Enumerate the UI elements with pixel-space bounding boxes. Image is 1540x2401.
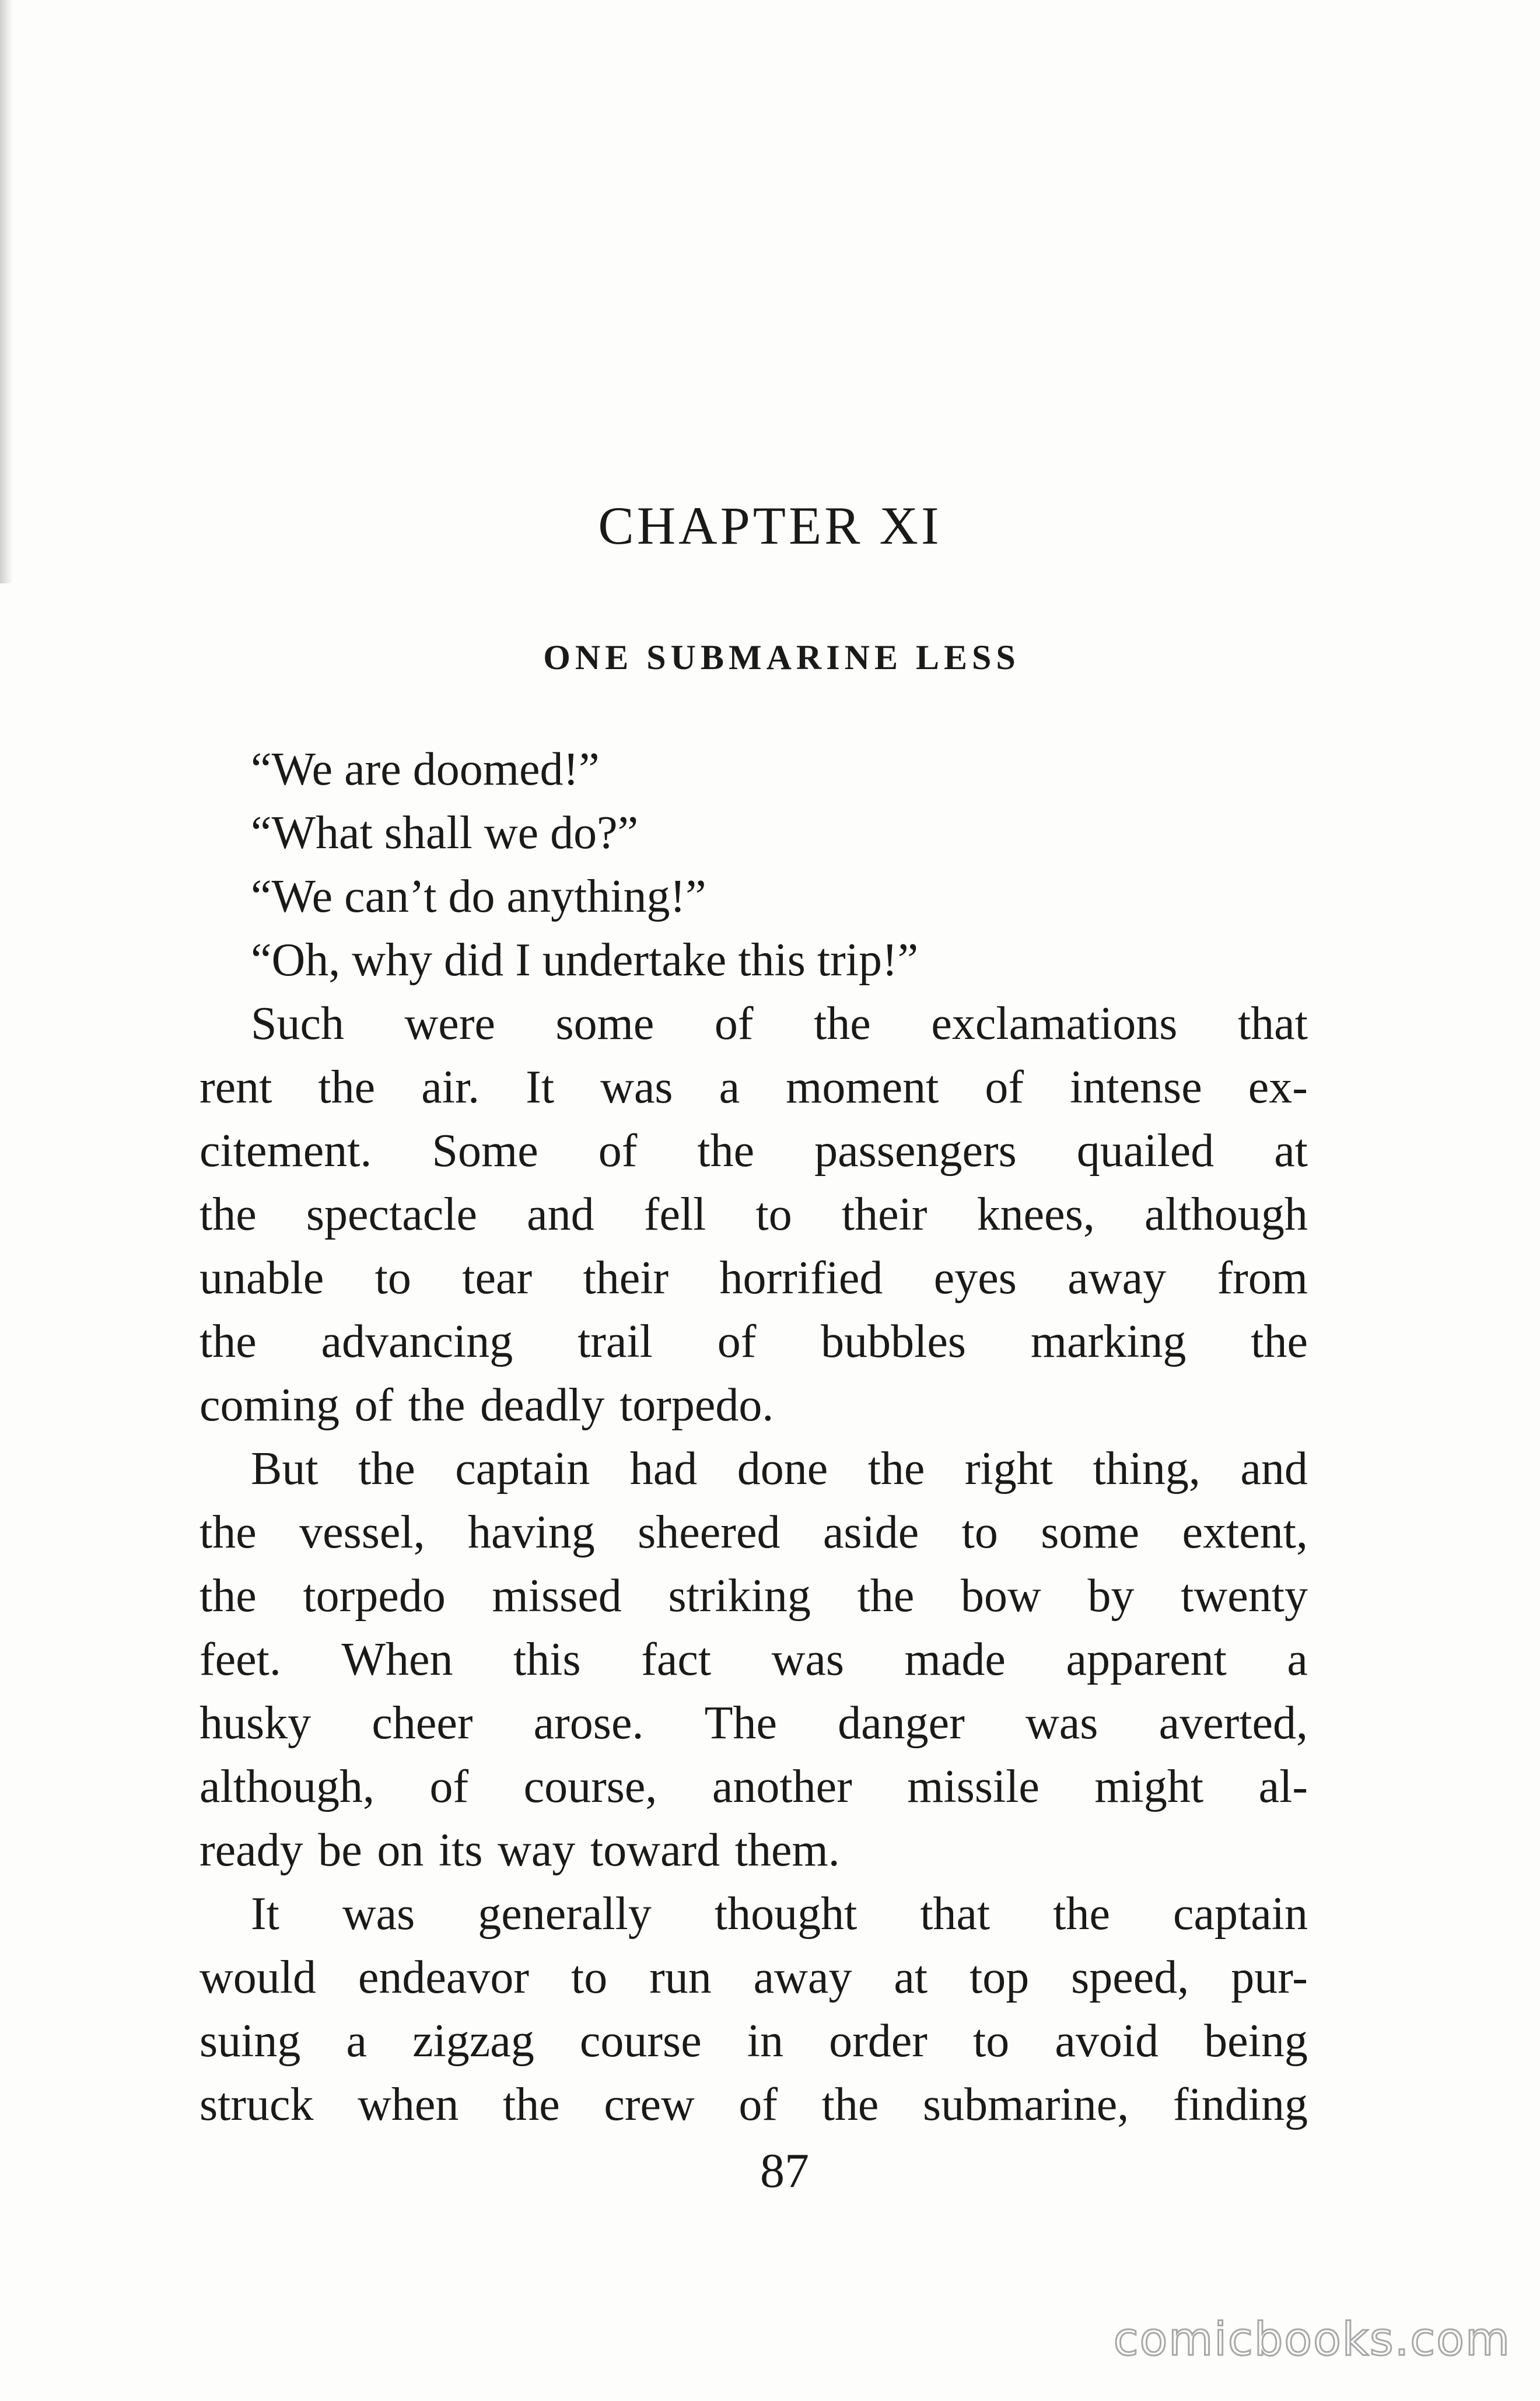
dialogue-line: “We can’t do anything!” — [251, 871, 706, 922]
paragraph-line: the spectacle and fell to their knees, although — [200, 1189, 1308, 1240]
paragraph-line: the advancing trail of bubbles marking the — [200, 1316, 1308, 1367]
dialogue-line: “Oh, why did I undertake this trip!” — [251, 935, 919, 986]
paragraph-line: citement. Some of the passengers quailed at — [200, 1125, 1308, 1177]
paragraph-line: husky cheer arose. The danger was averted, — [200, 1698, 1308, 1749]
paragraph-line: But the captain had done the right thing, and — [251, 1443, 1308, 1494]
paragraph-line: struck when the crew of the submarine, finding — [200, 2079, 1308, 2130]
paragraph-line: suing a zigzag course in order to avoid being — [200, 2015, 1308, 2067]
page-number: 87 — [760, 2144, 809, 2198]
paragraph-line: the vessel, having sheered aside to some extent, — [200, 1507, 1308, 1558]
paragraph-line: coming of the deadly torpedo. — [200, 1380, 774, 1431]
paragraph-line: although, of course, another missile might al- — [200, 1761, 1308, 1812]
dialogue-line: “What shall we do?” — [251, 807, 639, 859]
chapter-subtitle: ONE SUBMARINE LESS — [543, 638, 1020, 677]
page-edge-shadow — [0, 0, 13, 583]
chapter-heading: CHAPTER XI — [598, 496, 942, 555]
paragraph-line: feet. When this fact was made apparent a — [200, 1634, 1308, 1685]
paragraph-line: ready be on its way toward them. — [200, 1825, 840, 1876]
paragraph-line: the torpedo missed striking the bow by twenty — [200, 1570, 1308, 1622]
paragraph-line: rent the air. It was a moment of intense ex- — [200, 1062, 1308, 1113]
paragraph-line: It was generally thought that the captain — [251, 1888, 1308, 1940]
watermark-logo: comicbooks.com — [1113, 2314, 1511, 2366]
paragraph-line: Such were some of the exclamations that — [251, 998, 1308, 1049]
paragraph-line: would endeavor to run away at top speed, pur- — [200, 1952, 1308, 2003]
body-text — [200, 738, 1308, 2137]
dialogue-line: “We are doomed!” — [251, 744, 600, 795]
paragraph-line: unable to tear their horrified eyes away from — [200, 1252, 1308, 1304]
